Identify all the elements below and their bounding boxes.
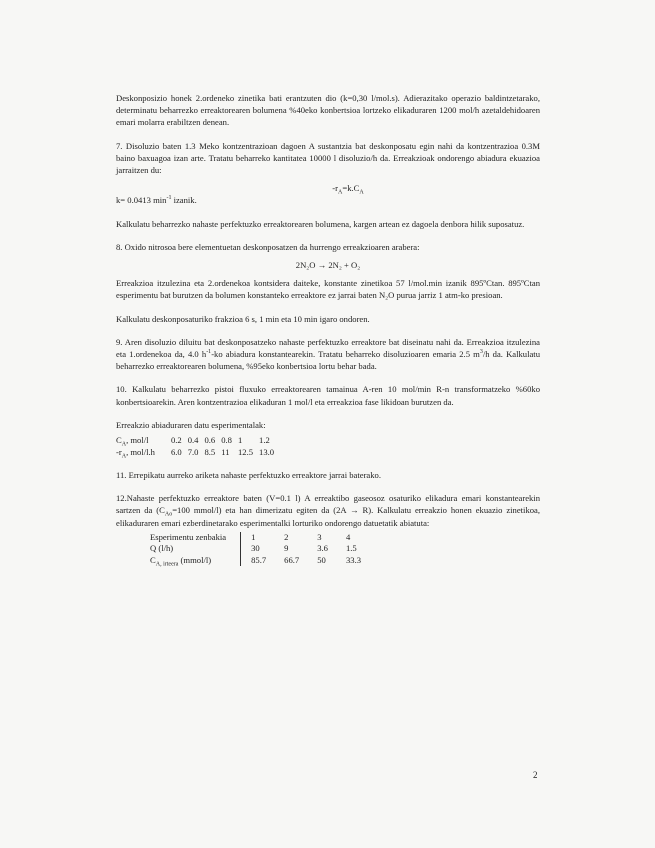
problem-7-text: 7. Disoluzio baten 1.3 Meko kontzentrazioan dagoen A sustantzia bat deskonposatu egin nahi da kontzentrazioa 0.3M baino baxuagoa izan arte. Tratatu beharreko kantitatea 10000 l disoluzio/h da. Erreakzioak ondorengo abiadura ekuazioa jarraitzen du:: [116, 140, 540, 176]
table-cell: 7.0: [187, 446, 199, 457]
table-cell: 1: [237, 435, 243, 446]
problem-8-description: Erreakzioa itzulezina eta 2.ordenekoa kontsidera daiteke, konstante zinetikoa 57 l/mol.min izanik 895ºCtan. 895ºCtan esperimentu bat burutzen da bolumen konstanteko erreaktore ez jarrai baten N₂O purua jarriz 1 atm-ko presioan.: [116, 278, 540, 301]
page-content: [116, 92, 540, 566]
problem-10-data-title: Erreakzio abiaduraren datu esperimentalak:: [116, 419, 266, 430]
table-row: [150, 555, 369, 567]
problem-11-text: 11. Errepikatu aurreko ariketa nahaste perfektuzko erreaktore jarrai baterako.: [116, 470, 381, 481]
table-cell: 9: [284, 543, 289, 554]
table-cell: 11: [221, 446, 230, 457]
table-cell: 0.8: [221, 435, 232, 446]
table-cell: 1: [251, 531, 256, 542]
table-cell: 2: [284, 531, 289, 542]
table-cell: 13.0: [259, 446, 275, 457]
intro-paragraph: Deskonposizio honek 2.ordeneko zinetika bati erantzuten dio (k=0,30 l/mol.s). Adierazitako operazio baldintzetarako, determinatu beharrezko erreaktorearen bolumena %40eko konbertsioa lortzeko elikaduraren 1200 mol/h azetaldehidoaren emari molarra erabiltzen denean.: [116, 93, 540, 128]
row-label-rate: $-r_A$, mol/l.h: [116, 446, 155, 460]
table-cell: 1.5: [345, 543, 357, 554]
table-cell: 50: [317, 554, 326, 565]
table-cell: 3: [317, 531, 322, 542]
table-cell: 1.2: [259, 435, 270, 446]
table-cell: 66.7: [284, 554, 300, 565]
table-row: [150, 543, 369, 555]
problem-8-question: Kalkulatu deskonposaturiko frakzioa 6 s, 1 min eta 10 min igaro ondoren.: [116, 313, 370, 324]
table-cell: 0.6: [204, 435, 216, 446]
experiment-table: [150, 532, 370, 567]
row-label-experiment: Esperimentu zenbakia: [150, 532, 241, 544]
row-label-flow: Q (l/h): [150, 543, 241, 555]
problem-9-text: 9. Aren disoluzio diluitu bat deskonposatzeko nahaste perfektuzko erreaktore bat diseinatu nahi da. Erreakzioa itzulezina eta 1.ordenekoa da, 4.0 $h^{-1}-ko$ abiadura konstantearekin. Tratatu beharreko disoluzioaren emaria 2.5 $m^3/h$ da. Kalkulatu beharrezko erreaktorearen bolumena, %95eko konbertsioa lortu behar bada.: [116, 336, 540, 372]
problem-12-text: 12.Nahaste perfektuzko erreaktore baten (V=0.1 l) A erreaktibo gaseosoz osaturiko elikadura emari konstantearekin sartzen da ($C_{Ao}=100$ mmol/l) eta han dimerizatu egiten da (2A → R). Kalkulatu erreakzio honen ekuazio zinetikoa, elikaduraren emari ezberdinetarako esperimentalki lorturiko ondorengo datuetatik abiatuta:: [116, 493, 541, 528]
problem-7-rate-equation: $-r_A=k.C_A$: [332, 183, 364, 196]
row-label-outlet-concentration: $C_{A, irteera}$ (mmol/l): [150, 555, 241, 567]
table-cell: 8.5: [204, 446, 216, 457]
problem-10-text: 10. Kalkulatu beharrezko pistoi fluxuko erreaktorearen tamainua A-ren 10 mol/min R-n transformatzeko %60ko konbertsioarekin. Aren kontzentrazioa elikaduran 1 mol/l eta erreakzioa fase likidoan burutzen da.: [116, 384, 540, 407]
page-number: 2: [533, 770, 538, 780]
table-cell: 12.5: [237, 446, 254, 457]
table-cell: 4: [345, 531, 351, 542]
table-row: [116, 435, 280, 447]
table-cell: 3.6: [317, 543, 328, 554]
table-cell: 0.4: [187, 435, 199, 446]
table-cell: 0.2: [170, 435, 182, 446]
row-label-concentration: $C_A$, mol/l: [116, 435, 149, 448]
table-cell: 85.7: [251, 554, 267, 565]
table-row: [116, 447, 280, 459]
rate-data-table: [116, 435, 280, 458]
problem-8-reaction: 2N₂O → 2N₂ + O₂: [295, 260, 361, 271]
problem-7-rate-constant: k= 0.0413 $\min^{-1}$ izanik.: [116, 195, 197, 206]
table-cell: 33.3: [345, 554, 362, 565]
problem-8-text: 8. Oxido nitrosoa bere elementuetan deskonposatzen da hurrengo erreakzioaren arabera:: [116, 241, 420, 252]
table-cell: 30: [251, 543, 260, 554]
table-row: [150, 532, 369, 544]
table-cell: 6.0: [170, 446, 182, 457]
problem-7-question: Kalkulatu beharrezko nahaste perfektuzko erreaktorearen bolumena, kargen artean ez dagoela denbora hilik suposatuz.: [116, 218, 525, 229]
